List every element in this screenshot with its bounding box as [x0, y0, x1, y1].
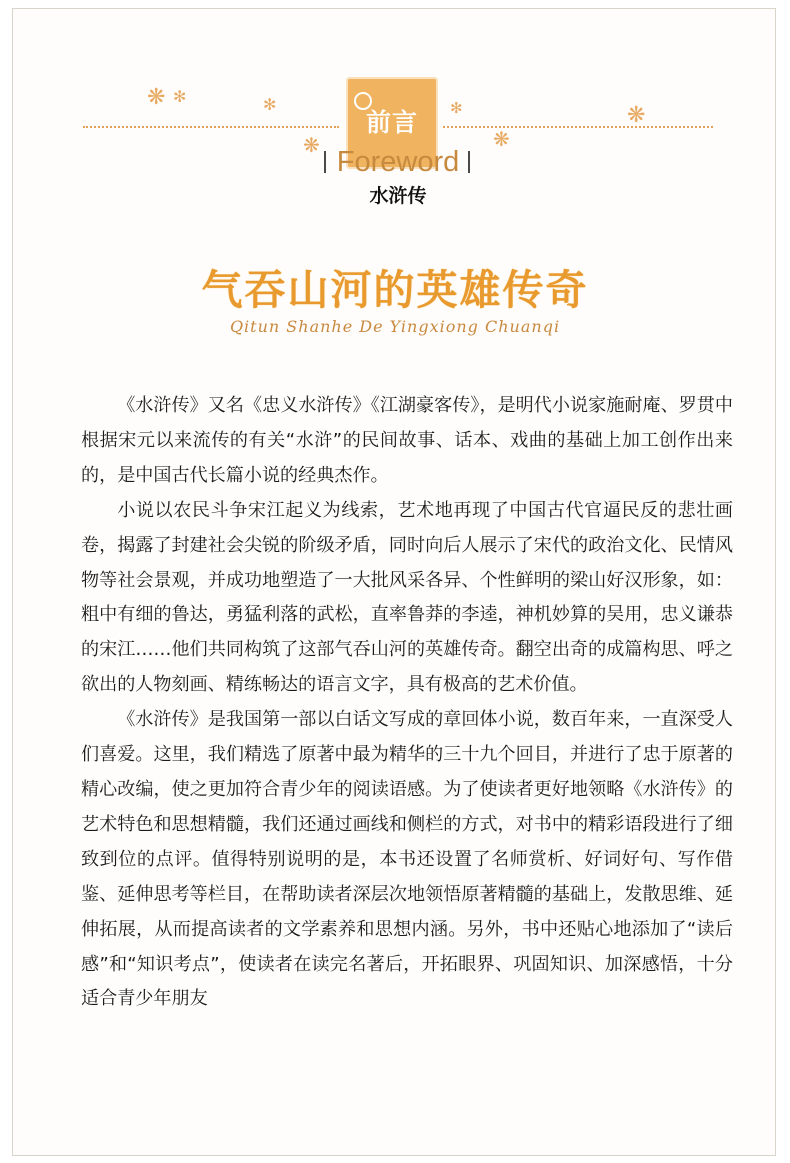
paragraph: 小说以农民斗争宋江起义为线索，艺术地再现了中国古代官逼民反的悲壮画卷，揭露了封建社会尖锐的阶级矛盾，同时向后人展示了宋代的政治文化、民情风物等社会景观，并成功地塑造了一大批风采各异、个性鲜明的梁山好汉形象，如：粗中有细的鲁达，勇猛利落的武松，直率鲁莽的李逵，神机妙算的吴用，忠义谦恭的宋江……他们共同构筑了这部气吞山河的英雄传奇。翻空出奇的成篇构思、呼之欲出的人物刻画、精练畅达的语言文字，具有极高的艺术价值。 — [81, 499, 733, 696]
dotted-divider-right — [443, 126, 713, 128]
book-page — [12, 8, 776, 1156]
page-header — [13, 9, 776, 209]
flower-icon: ❋ — [493, 127, 510, 151]
foreword-label: Foreword — [336, 146, 460, 178]
body-text — [81, 389, 733, 1017]
flower-icon: ❋ — [303, 133, 320, 157]
page-title: 气吞山河的英雄传奇 — [201, 266, 589, 314]
divider-bar-right — [468, 151, 470, 173]
badge-label: 前言 — [365, 108, 418, 137]
flower-icon: ✻ — [173, 87, 187, 106]
flower-icon: ❋ — [627, 103, 646, 128]
flower-icon: ✻ — [263, 95, 277, 114]
page-subtitle-pinyin: Qitun Shanhe De Yingxiong Chuanqi — [229, 317, 561, 336]
flower-icon: ❋ — [147, 85, 166, 110]
paragraph: 《水浒传》又名《忠义水浒传》《江湖豪客传》，是明代小说家施耐庵、罗贯中根据宋元以来流传的有关“水浒”的民间故事、话本、戏曲的基础上加工创作出来的，是中国古代长篇小说的经典杰作。 — [81, 395, 733, 486]
dotted-divider-left — [83, 126, 339, 128]
book-name: 水浒传 — [369, 185, 427, 207]
paragraph: 《水浒传》是我国第一部以白话文写成的章回体小说，数百年来，一直深受人们喜爱。这里，我们精选了原著中最为精华的三十九个回目，并进行了忠于原著的精心改编，使之更加符合青少年的阅读语感。为了使读者更好地领略《水浒传》的艺术特色和思想精髓，我们还通过画线和侧栏的方式，对书中的精彩语段进行了细致到位的点评。值得特别说明的是，本书还设置了名师赏析、好词好句、写作借鉴、延伸思考等栏目，在帮助读者深层次地领悟原著精髓的基础上，发散思维、延伸拓展，从而提高读者的文学素养和思想内涵。另外，书中还贴心地添加了“读后感”和“知识考点”，使读者在读完名著后，开拓眼界、巩固知识、加深感悟，十分适合青少年朋友 — [81, 709, 733, 1010]
flower-icon: ✻ — [450, 99, 463, 117]
